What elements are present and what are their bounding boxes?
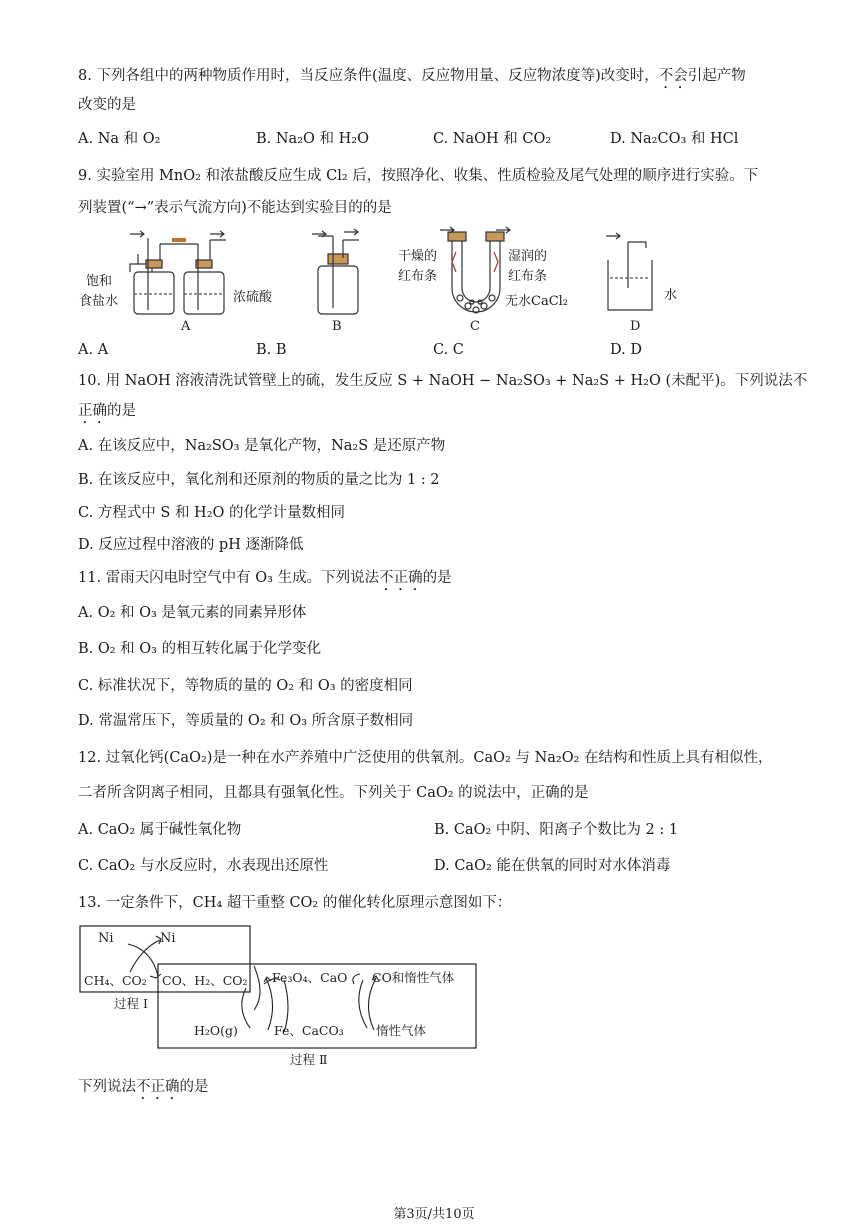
apparatus-figure	[78, 226, 698, 338]
q11-option-b: B. O₂ 和 O₃ 的相互转化属于化学变化	[78, 641, 322, 657]
page-footer: 第3页/共10页	[393, 1207, 475, 1222]
q10-option-b: B. 在该反应中，氧化剂和还原剂的物质的量之比为 1 : 2	[78, 472, 440, 488]
q13-tail: 下列说法不正确的是	[78, 1079, 209, 1095]
q9-stem-line2: 列装置(“→”表示气流方向)不能达到实验目的的是	[78, 200, 392, 216]
q8-option-b: B. Na₂O 和 H₂O	[256, 131, 369, 147]
q8-option-c: C. NaOH 和 CO₂	[433, 131, 552, 147]
apparatus-b	[312, 229, 359, 314]
q11-stem: 11. 雷雨天闪电时空气中有 O₃ 生成。下列说法不正确的是	[78, 570, 452, 586]
q10-stem-line2: 正确的是	[78, 403, 136, 419]
q10-option-c: C. 方程式中 S 和 H₂O 的化学计量数相同	[78, 505, 346, 521]
apparatus-c	[440, 227, 510, 313]
water-vapor-label: H₂O(g)	[194, 1023, 238, 1038]
q12-stem-line1: 12. 过氧化钙(CaO₂)是一种在水产养殖中广泛使用的供氧剂。CaO₂ 与 Na₂O₂ 在结构和性质上具有相似性，	[78, 750, 773, 766]
q10-option-a: A. 在该反应中，Na₂SO₃ 是氧化产物，Na₂S 是还原产物	[78, 438, 446, 454]
q11-option-c: C. 标准状况下，等物质的量的 O₂ 和 O₃ 的密度相同	[78, 678, 413, 694]
label-saturated: 饱和	[86, 274, 113, 289]
label-red-cloth-left: 红布条	[398, 269, 438, 284]
caption-c: C	[470, 319, 480, 334]
caption-a: A	[181, 319, 191, 334]
q9-option-c: C. C	[433, 342, 464, 358]
emphasis-mark: 不会	[658, 68, 688, 84]
label-water: 水	[664, 288, 678, 303]
q8-stem-line1: 8. 下列各组中的两种物质作用时，当反应条件(温度、反应物用量、反应物浓度等)改变时，不会引起产物	[78, 68, 746, 84]
inert-gas-label: 惰性气体	[376, 1023, 427, 1038]
label-cacl2: 无水CaCl₂	[505, 294, 569, 309]
emphasis-mark: 不正确	[136, 1079, 180, 1095]
q11-option-a: A. O₂ 和 O₃ 是氧元素的同素异形体	[78, 605, 307, 621]
reactants-label: CH₄、CO₂	[84, 973, 147, 988]
q12-option-d: D. CaO₂ 能在供氧的同时对水体消毒	[434, 858, 671, 874]
emphasis-mark: 不正确	[379, 570, 423, 586]
q10-stem-line1: 10. 用 NaOH 溶液清洗试管壁上的硫，发生反应 S + NaOH − Na₂SO₃ + Na₂S + H₂O (未配平)。下列说法不	[78, 373, 808, 389]
emphasis-mark: 正确	[78, 403, 107, 419]
fe3o4-cao-label: Fe₃O₄、CaO	[272, 970, 348, 985]
q12-option-b: B. CaO₂ 中阴、阳离子个数比为 2 : 1	[434, 822, 679, 838]
apparatus-a	[130, 231, 226, 314]
co-inert-label: CO和惰性气体	[372, 970, 455, 985]
ni-left-label: Ni	[98, 931, 114, 946]
label-brine: 食盐水	[79, 294, 119, 309]
caption-d: D	[630, 319, 641, 334]
q9-stem-line1: 9. 实验室用 MnO₂ 和浓盐酸反应生成 Cl₂ 后，按照净化、收集、性质检验及尾气处理的顺序进行实验。下	[78, 168, 759, 184]
label-wet: 湿润的	[508, 249, 548, 264]
process-2-label: 过程 Ⅱ	[290, 1052, 328, 1067]
q12-stem-line2: 二者所含阴离子相同，且都具有强氧化性。下列关于 CaO₂ 的说法中，正确的是	[78, 785, 589, 801]
q12-option-c: C. CaO₂ 与水反应时，水表现出还原性	[78, 858, 329, 874]
label-dry: 干燥的	[398, 249, 438, 264]
process-diagram	[78, 924, 488, 1074]
fe-caco3-label: Fe、CaCO₃	[274, 1023, 344, 1038]
ni-right-label: Ni	[160, 931, 176, 946]
middle-gases-label: CO、H₂、CO₂	[162, 973, 248, 988]
caption-b: B	[332, 319, 342, 334]
q9-option-d: D. D	[610, 342, 642, 358]
q11-option-d: D. 常温常压下，等质量的 O₂ 和 O₃ 所含原子数相同	[78, 713, 414, 729]
q9-option-b: B. B	[256, 342, 287, 358]
q10-option-d: D. 反应过程中溶液的 pH 逐渐降低	[78, 537, 304, 553]
label-red-cloth-right: 红布条	[508, 269, 548, 284]
q9-option-a: A. A	[78, 342, 109, 358]
label-conc-sulfuric: 浓硫酸	[233, 290, 273, 305]
q8-option-a: A. Na 和 O₂	[78, 131, 161, 147]
apparatus-d	[606, 233, 652, 310]
q8-option-d: D. Na₂CO₃ 和 HCl	[610, 131, 739, 147]
q8-stem-line2: 改变的是	[78, 97, 136, 113]
q12-option-a: A. CaO₂ 属于碱性氧化物	[78, 822, 242, 838]
process-1-label: 过程 Ⅰ	[114, 996, 148, 1011]
q13-stem: 13. 一定条件下，CH₄ 超干重整 CO₂ 的催化转化原理示意图如下：	[78, 895, 512, 911]
